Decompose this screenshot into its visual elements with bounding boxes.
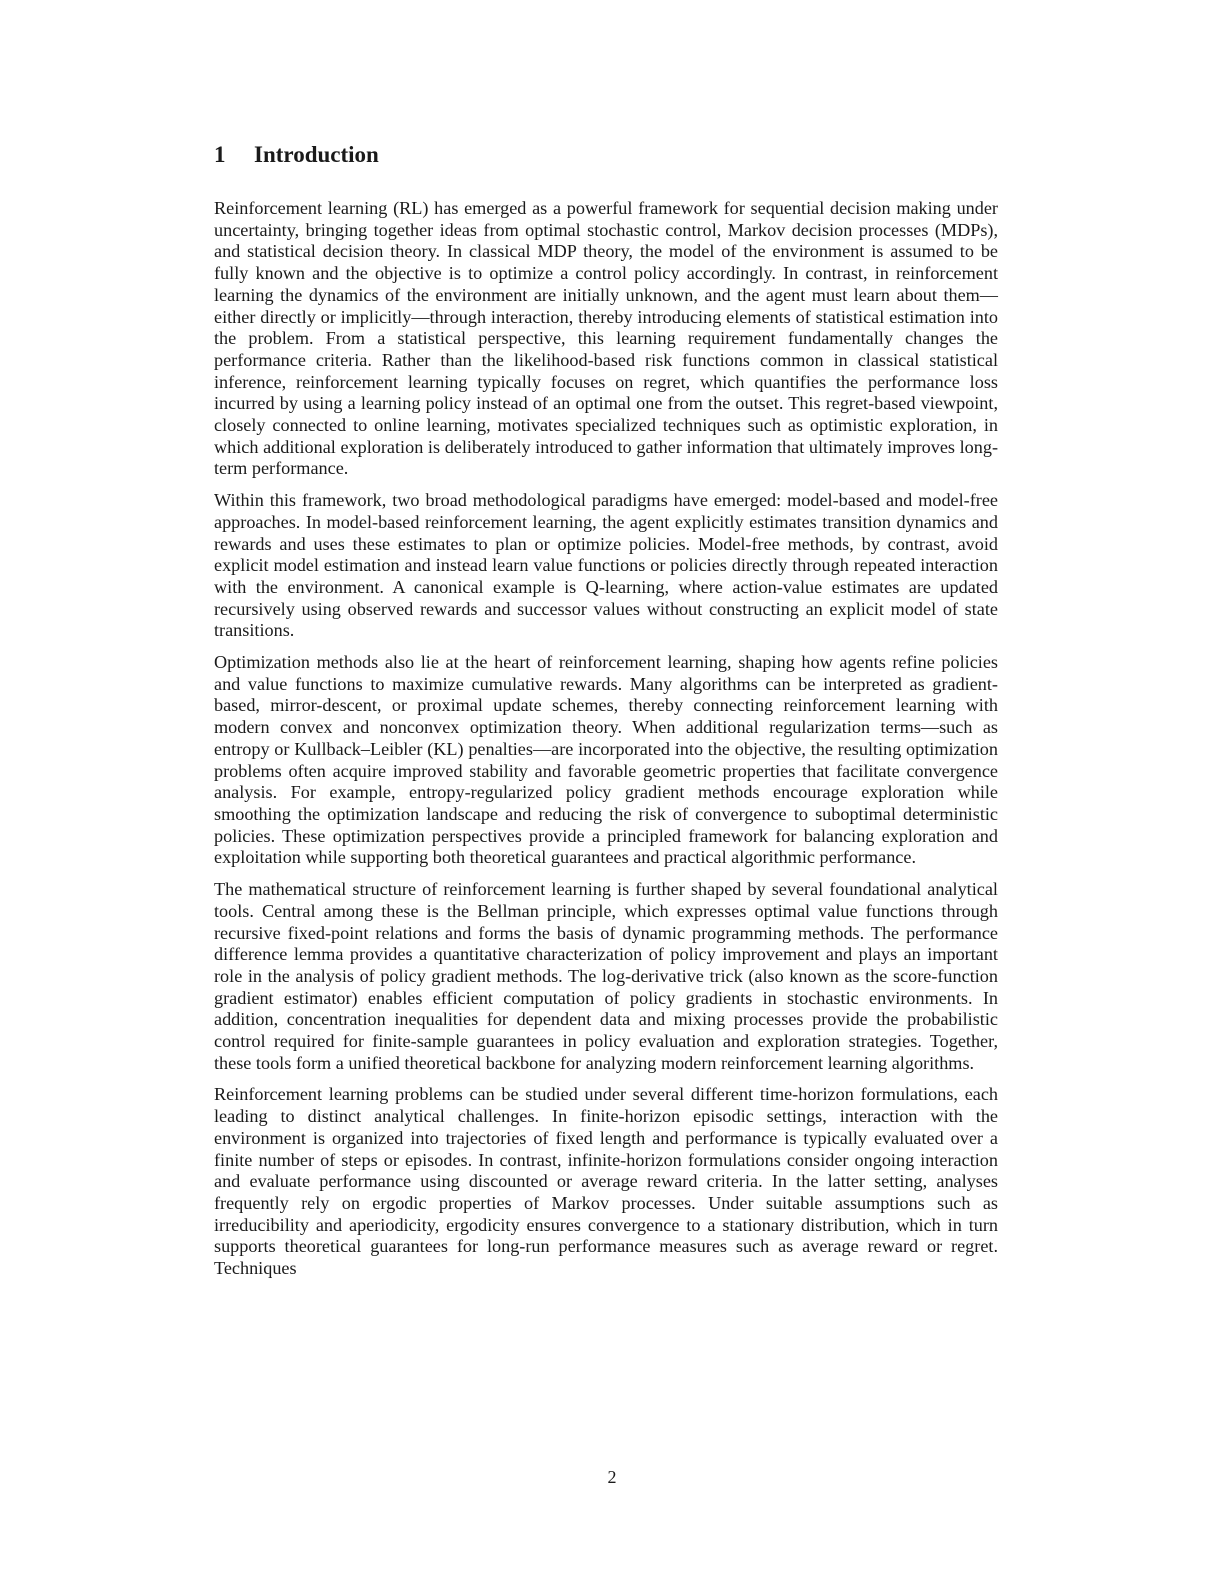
body-text <box>214 198 998 1290</box>
section-heading <box>214 140 379 170</box>
paragraph-4: The mathematical structure of reinforcement learning is further shaped by several foundational analytical tools. Central among these is the Bellman principle, which expresses optimal value functions through recursive fixed-point relations and forms the basis of dynamic programming methods. The performance difference lemma provides a quantitative characterization of policy improvement and plays an important role in the analysis of policy gradient methods. The log-derivative trick (also known as the score-function gradient estimator) enables efficient computation of policy gradients in stochastic environments. In addition, concentration inequalities for dependent data and mixing processes provide the probabilistic control required for finite-sample guarantees in policy evaluation and exploration strategies. Together, these tools form a unified theoretical backbone for analyzing modern reinforcement learning algorithms. <box>214 879 998 1073</box>
paragraph-3: Optimization methods also lie at the heart of reinforcement learning, shaping how agents refine policies and value functions to maximize cumulative rewards. Many algorithms can be interpreted as gradient-based, mirror-descent, or proximal update schemes, thereby connecting reinforcement learning with modern convex and nonconvex optimization theory. When additional regularization terms—such as entropy or Kullback–Leibler (KL) penalties—are incorporated into the objective, the resulting optimization problems often acquire improved stability and favorable geometric properties that facilitate convergence analysis. For example, entropy-regularized policy gradient methods encourage exploration while smoothing the optimization landscape and reducing the risk of convergence to suboptimal deterministic policies. These optimization perspectives provide a principled framework for balancing exploration and exploitation while supporting both theoretical guarantees and practical algorithmic performance. <box>214 652 998 868</box>
paragraph-5: Reinforcement learning problems can be studied under several different time-horizon formulations, each leading to distinct analytical challenges. In finite-horizon episodic settings, interaction with the environment is organized into trajectories of fixed length and performance is typically evaluated over a finite number of steps or episodes. In contrast, infinite-horizon formulations consider ongoing interaction and evaluate performance using discounted or average reward criteria. In the latter setting, analyses frequently rely on ergodic properties of Markov processes. Under suitable assumptions such as irreducibility and aperiodicity, ergodicity ensures convergence to a stationary distribution, which in turn supports theoretical guarantees for long-run performance measures such as average reward or regret. Techniques <box>214 1084 998 1279</box>
page-number: 2 <box>607 1467 617 1487</box>
paragraph-1: Reinforcement learning (RL) has emerged as a powerful framework for sequential decision making under uncertainty, bringing together ideas from optimal stochastic control, Markov decision processes (MDPs), and statistical decision theory. In classical MDP theory, the model of the environment is assumed to be fully known and the objective is to optimize a control policy accordingly. In contrast, in reinforcement learning the dynamics of the environment are initially unknown, and the agent must learn about them—either directly or implicitly—through interaction, thereby introducing elements of statistical estimation into the problem. From a statistical perspective, this learning requirement fundamentally changes the performance criteria. Rather than the likelihood-based risk functions common in classical statistical inference, reinforcement learning typically focuses on regret, which quantifies the performance loss incurred by using a learning policy instead of an optimal one from the outset. This regret-based viewpoint, closely connected to online learning, motivates specialized techniques such as optimistic exploration, in which additional exploration is deliberately introduced to gather information that ultimately improves long-term performance. <box>214 198 998 479</box>
section-number: 1 <box>214 142 226 167</box>
section-title: Introduction <box>254 142 379 167</box>
paragraph-2: Within this framework, two broad methodological paradigms have emerged: model-based and model-free approaches. In model-based reinforcement learning, the agent explicitly estimates transition dynamics and rewards and uses these estimates to plan or optimize policies. Model-free methods, by contrast, avoid explicit model estimation and instead learn value functions or policies directly through repeated interaction with the environment. A canonical example is Q-learning, where action-value estimates are updated recursively using observed rewards and successor values without constructing an explicit model of state transitions. <box>214 490 998 641</box>
